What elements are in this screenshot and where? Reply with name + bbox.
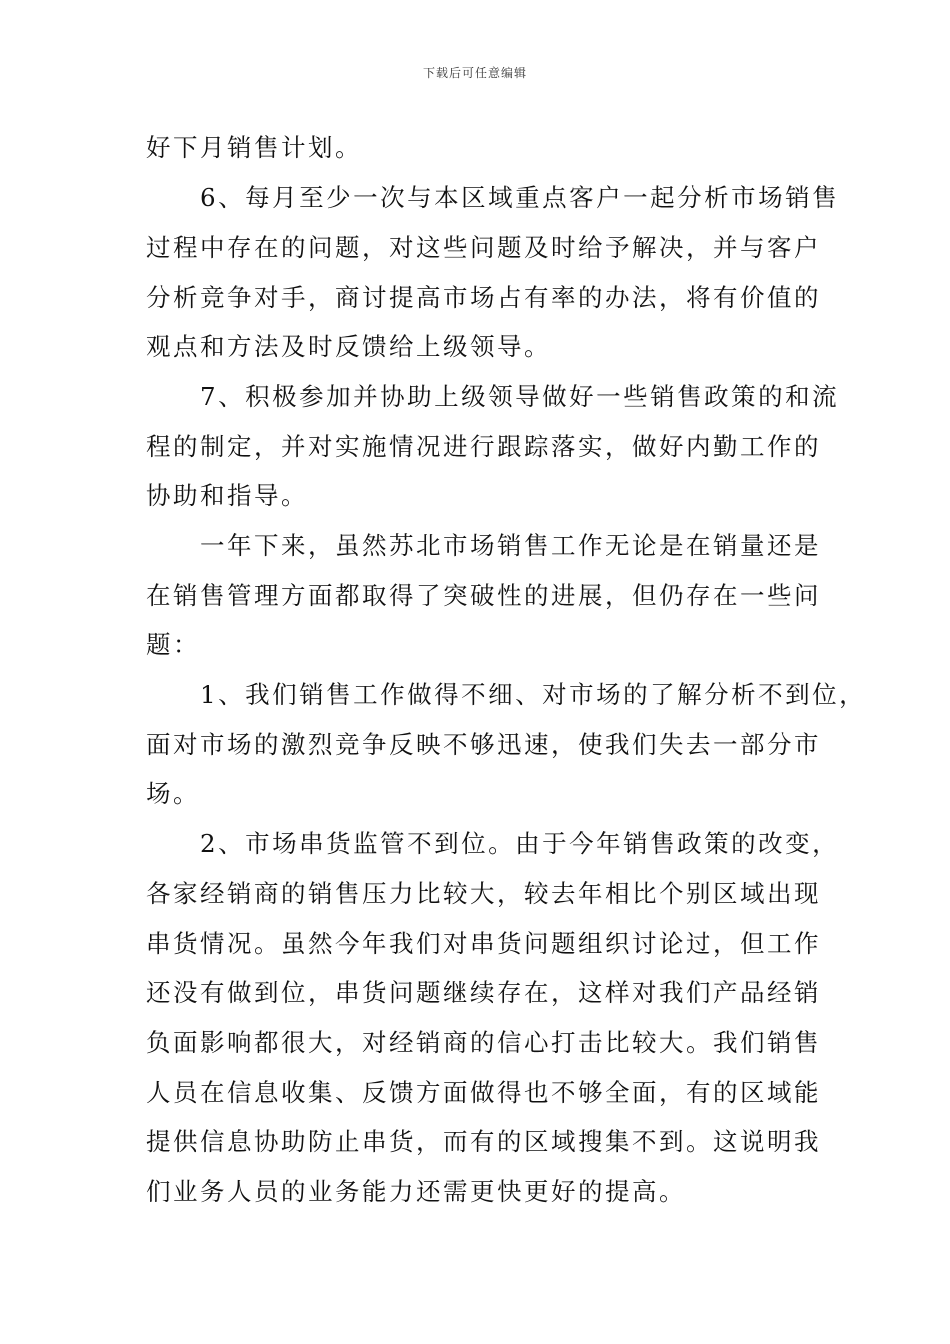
text-line: 程的制定，并对实施情况进行跟踪落实，做好内勤工作的 <box>146 432 821 461</box>
text-line: 还没有做到位，串货问题继续存在，这样对我们产品经销 <box>146 978 821 1007</box>
text-line: 各家经销商的销售压力比较大，较去年相比个别区域出现 <box>146 879 821 908</box>
text-line: 分析竞争对手，商讨提高市场占有率的办法，将有价值的 <box>146 283 821 312</box>
text-line: 串货情况。虽然今年我们对串货问题组织讨论过，但工作 <box>146 929 821 958</box>
text-line: 们业务人员的业务能力还需更快更好的提高。 <box>146 1177 686 1206</box>
text-line: 协助和指导。 <box>146 481 308 510</box>
text-line: 一年下来，虽然苏北市场销售工作无论是在销量还是 <box>146 531 821 560</box>
text-line: 7、积极参加并协助上级领导做好一些销售政策的和流 <box>146 382 840 411</box>
text-line: 在销售管理方面都取得了突破性的进展，但仍存在一些问 <box>146 581 821 610</box>
text-line: 好下月销售计划。 <box>146 133 362 162</box>
text-line: 人员在信息收集、反馈方面做得也不够全面，有的区域能 <box>146 1078 821 1107</box>
text-line: 6、每月至少一次与本区域重点客户一起分析市场销售 <box>146 183 840 212</box>
text-line: 提供信息协助防止串货，而有的区域搜集不到。这说明我 <box>146 1127 821 1156</box>
text-line: 1、我们销售工作做得不细、对市场的了解分析不到位， <box>146 680 867 709</box>
page-header: 下载后可任意编辑 <box>422 66 527 80</box>
text-line: 过程中存在的问题，对这些问题及时给予解决，并与客户 <box>146 233 821 262</box>
text-line: 场。 <box>146 779 200 808</box>
text-line: 观点和方法及时反馈给上级领导。 <box>146 332 551 361</box>
text-line: 负面影响都很大，对经销商的信心打击比较大。我们销售 <box>146 1028 821 1057</box>
text-line: 2、市场串货监管不到位。由于今年销售政策的改变， <box>146 829 840 858</box>
text-line: 题： <box>146 630 200 659</box>
text-line: 面对市场的激烈竞争反映不够迅速，使我们失去一部分市 <box>146 730 821 759</box>
